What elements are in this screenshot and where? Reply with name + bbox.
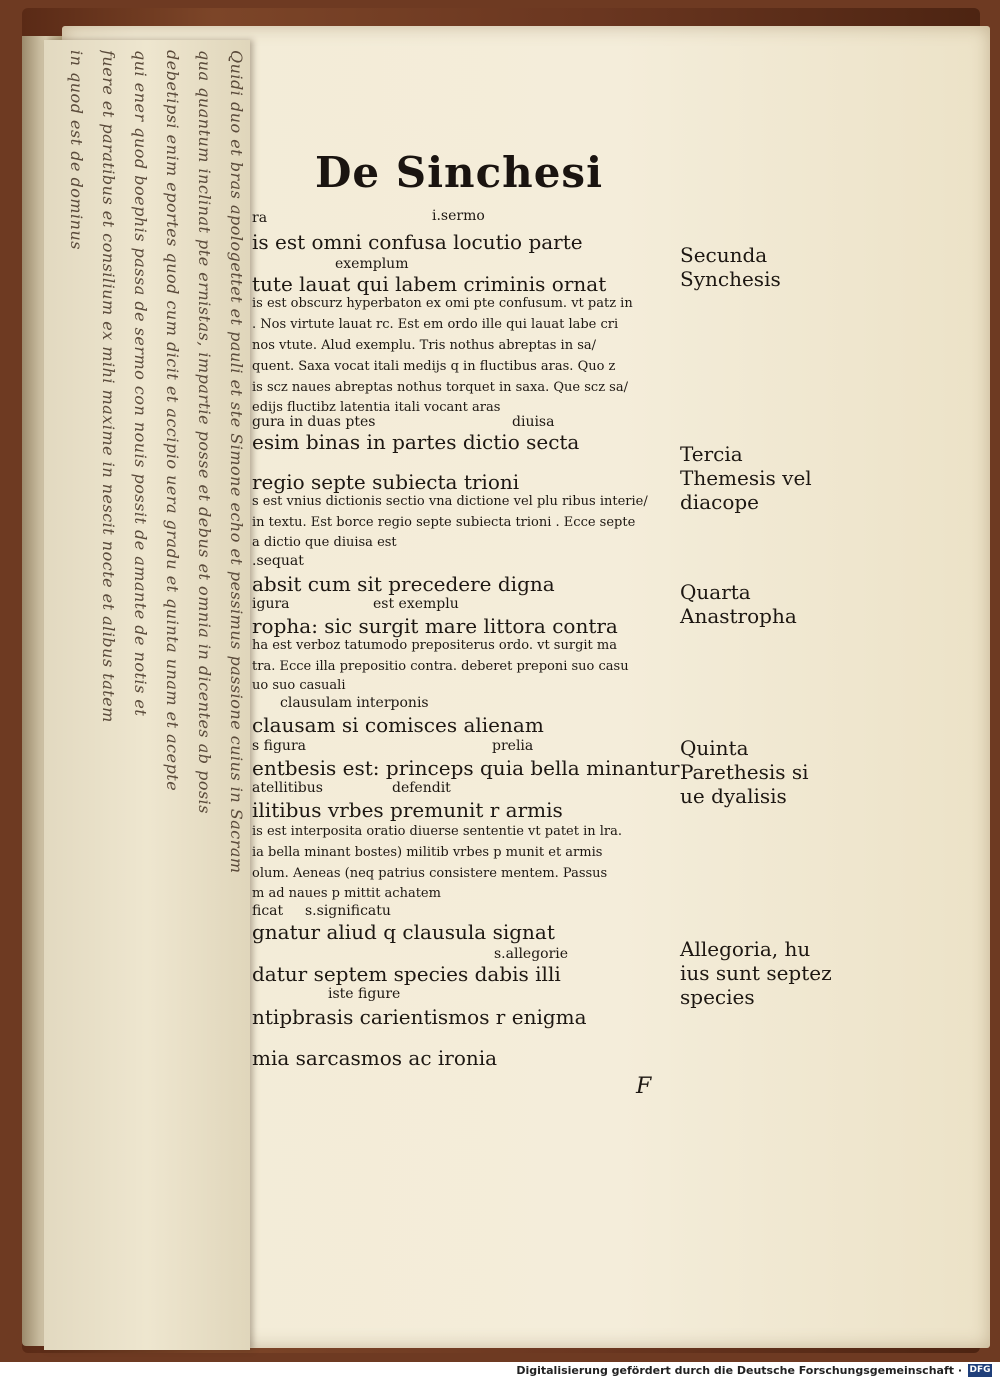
text-line: ilitibus vrbes premunit r armis [252, 798, 563, 822]
side-note-line: ius sunt septez [680, 961, 832, 985]
manuscript-line: debetipsi enim eportes quod cum dicit et accipio uera gradu et quinta unam et acepte [163, 50, 182, 792]
text-line: datur septem species dabis illi [252, 962, 561, 986]
side-note-line: Tercia [680, 442, 743, 466]
side-note-line: Quinta [680, 736, 749, 760]
side-note [680, 736, 809, 808]
manuscript-line: qua quantum inclinat pte ernistas, impartie posse et debus et omnia in dicentes ab posis [195, 50, 214, 814]
text-line: gnatur aliud q clausula signat [252, 920, 555, 944]
text-line: defendit [392, 780, 451, 796]
text-line: ntipbrasis carientismos r enigma [252, 1005, 587, 1029]
text-line: tute lauat qui labem criminis ornat [252, 272, 607, 296]
side-note [680, 937, 832, 1009]
text-line: iste figure [328, 986, 401, 1002]
text-line: s.allegorie [494, 946, 569, 962]
text-line: ropha: sic surgit mare littora contra [252, 614, 618, 638]
text-line: clausam si comisces alienam [252, 713, 544, 737]
manuscript-line: in quod est de dominus [67, 50, 86, 250]
side-note-line: Allegoria, hu [680, 937, 811, 961]
text-line: s est vnius dictionis sectio vna dictione vel plu ribus interie/ [252, 494, 648, 509]
text-line: is scz naues abreptas nothus torquet in saxa. Que scz sa/ [252, 380, 628, 395]
text-line: a dictio que diuisa est [252, 535, 397, 550]
manuscript-line: qui ener quod boephis passa de sermo con nouis possit de amante de notis et [131, 50, 150, 717]
manuscript-line: Quidi duo et bras apologettet et pauli et ste Simone echo et pessimus passione cuius in Sacram [227, 50, 246, 874]
text-line: uo suo casuali [252, 678, 346, 693]
side-note-line: Quarta [680, 580, 751, 604]
text-line: tra. Ecce illa prepositio contra. deberet preponi suo casu [252, 659, 629, 674]
text-line: ra [252, 210, 268, 226]
text-line: edijs fluctibz latentia itali vocant aras [252, 400, 501, 415]
text-line: absit cum sit precedere digna [252, 572, 555, 596]
text-line: esim binas in partes dictio secta [252, 430, 580, 454]
text-line: ha est verboz tatumodo prepositerus ordo. vt surgit ma [252, 638, 617, 653]
footer-credit: Digitalisierung gefördert durch die Deutsche Forschungsgemeinschaft · [516, 1364, 962, 1377]
manuscript-line: fuere et paratibus et consilium ex mihi maxime in nescit nocte et alibus tatem [99, 50, 118, 723]
text-line: olum. Aeneas (neq patrius consistere mentem. Passus [252, 866, 608, 881]
text-line: gura in duas ptes [252, 414, 376, 430]
text-line: nos vtute. Alud exemplu. Tris nothus abreptas in sa/ [252, 338, 597, 353]
footer-bar [0, 1362, 1000, 1380]
text-line: quent. Saxa vocat itali medijs q in fluctibus aras. Quo z [252, 359, 616, 374]
text-line: regio septe subiecta trioni [252, 470, 520, 494]
text-line: i.sermo [432, 208, 485, 224]
side-note-line: Parethesis si [680, 760, 809, 784]
text-line: . Nos virtute lauat rc. Est em ordo ille qui lauat labe cri [252, 317, 619, 332]
side-note-line: diacope [680, 490, 760, 514]
text-line: diuisa [512, 414, 555, 430]
text-line: is est interposita oratio diuerse sententie vt patet in lra. [252, 824, 623, 839]
dfg-logo-icon: DFG [969, 1365, 991, 1375]
text-line: igura [252, 596, 290, 612]
side-note-line: Synchesis [680, 267, 781, 291]
side-note [680, 580, 797, 628]
text-line: prelia [492, 738, 534, 754]
manuscript-strip [44, 40, 250, 1350]
text-line: entbesis est: princeps quia bella minantur [252, 756, 680, 780]
text-line: is est omni confusa locutio parte [252, 230, 583, 254]
side-note-line: Themesis vel [680, 466, 812, 490]
text-line: mia sarcasmos ac ironia [252, 1046, 498, 1070]
page-title: De Sinchesi [315, 148, 604, 197]
text-line: est exemplu [373, 596, 459, 612]
text-line: ia bella minant bostes) militib vrbes p munit et armis [252, 845, 603, 860]
handwritten-notes [48, 50, 246, 1340]
text-line: clausulam interponis [280, 695, 429, 711]
text-line: ficat [252, 903, 284, 919]
side-note-line: Secunda [680, 243, 768, 267]
text-line: is est obscurz hyperbaton ex omi pte confusum. vt patz in [252, 296, 633, 311]
side-note [680, 442, 812, 514]
text-line: m ad naues p mittit achatem [252, 886, 441, 901]
text-line: exemplum [335, 256, 409, 272]
text-line: .sequat [252, 553, 304, 569]
side-note-line: ue dyalisis [680, 784, 787, 808]
text-line: s.significatu [305, 903, 391, 919]
side-note [680, 243, 781, 291]
text-line: s figura [252, 738, 306, 754]
text-line: in textu. Est borce regio septe subiecta trioni . Ecce septe [252, 515, 636, 530]
signature-mark: F [636, 1074, 652, 1099]
side-note-line: species [680, 985, 755, 1009]
side-note-line: Anastropha [680, 604, 797, 628]
text-line: atellitibus [252, 780, 323, 796]
